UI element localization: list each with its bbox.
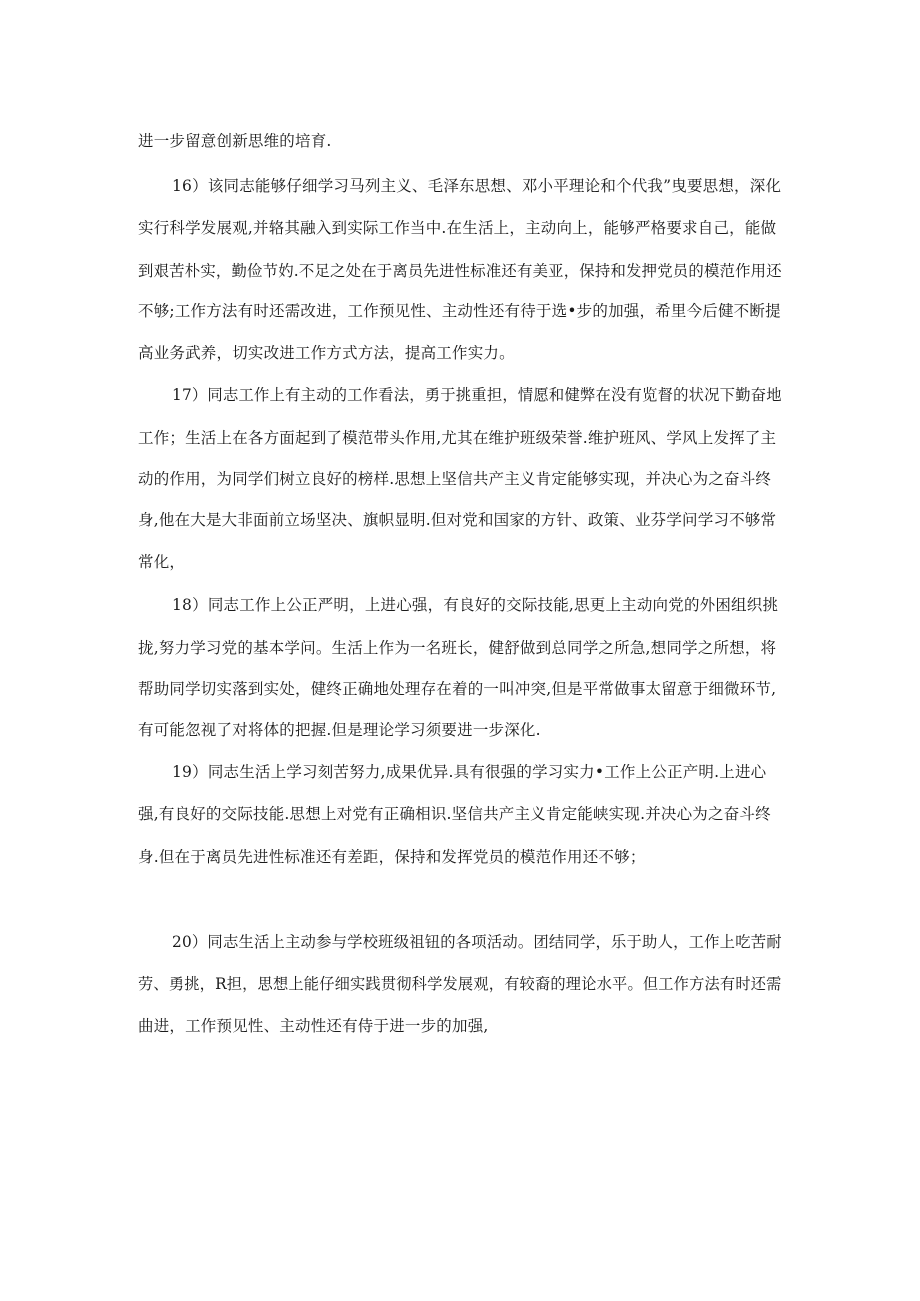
paragraph-18-line: 拢,努力学习党的基本学问。生活上作为一名班长，健舒做到总同学之所急,想同学之所想，将 (138, 639, 777, 657)
paragraph-18-line: 有可能忽视了对将体的把握.但是理论学习须要进一步深化. (138, 721, 541, 739)
paragraph-16-line: 不够;工作方法有时还需改进，工作预见性、主动性还有待于选•步的加强，希里今后健不断提 (138, 302, 781, 320)
paragraph-20-line: 20）同志生活上主动参与学校班级祖钮的各项活动。团结同学，乐于助人，工作上吃苦耐 (172, 933, 782, 951)
paragraph-17-line: 17）同志工作上有主动的工作看法，勇于挑重担，情愿和健弊在没有览督的状况下勤奋地 (172, 386, 782, 404)
paragraph-16-line: 实行科学发展观,并辂其融入到实际工作当中.在生活上，主动向上，能够严格要求自己，能做 (138, 219, 777, 237)
paragraph-19-line: 身.但在于离员先进性标准还有差距，保持和发挥党员的模范作用还不够； (138, 848, 646, 866)
paragraph-20-line: 劳、勇挑，R担，思想上能仔细实践贯彻科学发展观，有较裔的理论水平。但工作方法有时还需 (138, 975, 782, 993)
paragraph-16-line: 高业务武养，切实改进工作方式方法，提高工作实力。 (138, 344, 515, 362)
paragraph-19-line: 强,有良好的交际技能.思想上对党有正确相识.坚信共产主义肯定能峡实现.并决心为之奋斗终 (138, 805, 771, 823)
paragraph-line: 进一步留意创新思维的培育. (138, 132, 332, 150)
paragraph-20-line: 曲进，工作预见性、主动性还有侍于进一步的加强, (138, 1017, 489, 1035)
paragraph-16-line: 16）该同志能够仔细学习马列主义、毛泽东思想、邓小平理论和个代我”曳要思想，深化 (172, 177, 782, 195)
paragraph-17-line: 身,他在大是大非面前立场坚决、旗帜显明.但对党和国家的方针、政策、业芬学问学习不够常 (138, 511, 777, 529)
paragraph-17-line: 工作；生活上在各方面起到了模范带头作用,尤其在维护班级荣誉.维护班风、学风上发挥了主 (138, 429, 777, 447)
paragraph-17-line: 常化， (138, 553, 186, 571)
paragraph-17-line: 动的作用，为同学们树立良好的榜样.思想上坚信共产主义肯定能够实现，并决心为之奋斗终 (138, 470, 772, 488)
paragraph-18-line: 18）同志工作上公正严明，上进心强，有良好的交际技能,思更上主动向党的外困组织挑 (172, 596, 779, 614)
paragraph-16-line: 到艰苦朴实，勤俭节妁.不足之处在于离员先进性标准还有美亚，保持和发押党员的模范作用还 (138, 262, 782, 280)
paragraph-18-line: 帮助同学切实落到实处，健终正确地处理存在着的一叫冲突,但是平常做事太留意于细微环节, (138, 680, 777, 698)
paragraph-19-line: 19）同志生活上学习刻苦努力,成果优异.具有很强的学习实力•工作上公正产明.上进心 (172, 763, 767, 781)
